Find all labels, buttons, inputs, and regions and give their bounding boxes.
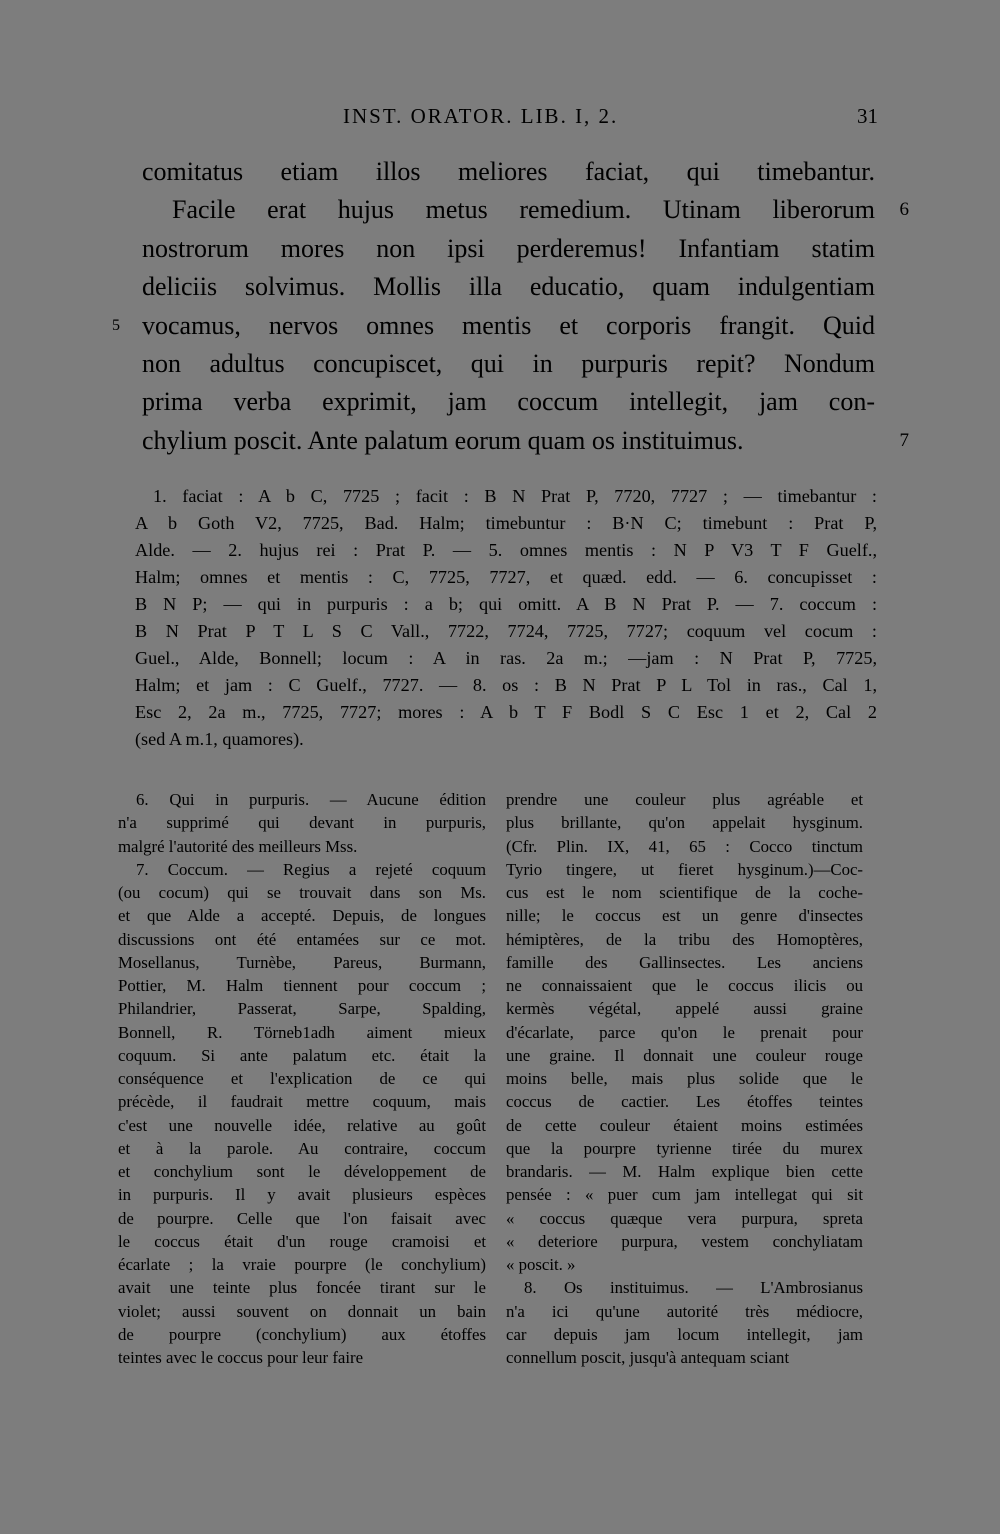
main-text-line-content: prima verba exprimit, jam coccum intellegit, jam con- [142, 387, 875, 417]
note-line: 7. Coccum. — Regius a rejeté coquum [136, 859, 486, 879]
note-line: c'est une nouvelle idée, relative au goût [118, 1115, 486, 1135]
note-line: et à la parole. Au contraire, coccum [118, 1138, 486, 1158]
note-line: famille des Gallinsectes. Les anciens [506, 952, 863, 972]
note-line: teintes avec le coccus pour leur faire [118, 1348, 364, 1367]
note-line: et que Alde a accepté. Depuis, de longues [118, 906, 486, 926]
notes-column-right [506, 788, 863, 1369]
note-line: cus est le nom scientifique de la coche- [506, 883, 863, 902]
apparatus-line: Halm; et jam : C Guelf., 7727. — 8. os : B N Prat P L Tol in ras., Cal 1, [135, 675, 877, 695]
note-line: n'a supprimé qui devant in purpuris, [118, 813, 486, 833]
apparatus-line: Guel., Alde, Bonnell; locum : A in ras. 2a m.; —jam : N Prat P, 7725, [135, 648, 877, 668]
note-line: hémiptères, de la tribu des Homoptères, [506, 929, 863, 949]
note-line: moins belle, mais plus solide que le [506, 1069, 863, 1088]
main-text-line [142, 268, 875, 306]
note-line: discussions ont été entamées sur ce mot. [118, 929, 486, 949]
note-line: in purpuris. Il y avait plusieurs espèces [118, 1185, 486, 1205]
note-line: brandaris. — M. Halm explique bien cette [506, 1162, 863, 1181]
notes-column-left [118, 788, 486, 1369]
main-text-line [142, 153, 875, 191]
apparatus-line: Esc 2, 2a m., 7725, 7727; mores : A b T F Bodl S C Esc 1 et 2, Cal 2 [135, 702, 877, 722]
line-number-marker: 5 [112, 316, 120, 334]
note-line: (ou cocum) qui se trouvait dans son Ms. [118, 883, 486, 902]
note-line: kermès végétal, appelé aussi graine [506, 999, 863, 1019]
page-number: 31 [857, 104, 878, 128]
section-number-marker: 7 [899, 429, 909, 451]
note-line: de pourpre (conchylium) aux étoffes [118, 1324, 486, 1344]
note-line: coquum. Si ante palatum etc. était la [118, 1045, 486, 1065]
note-line: coccus de cactier. Les étoffes teintes [506, 1092, 863, 1112]
note-line: (Cfr. Plin. IX, 41, 65 : Cocco tinctum [506, 836, 863, 856]
main-text-line [142, 383, 875, 421]
note-line: conséquence et l'explication de ce qui [118, 1069, 486, 1088]
note-line: « coccus quæque vera purpura, spreta [506, 1208, 863, 1228]
running-head: INST. ORATOR. LIB. I, 2. [343, 104, 619, 128]
main-text-line-content: Facile erat hujus metus remedium. Utinam liberorum [172, 195, 875, 225]
note-line: n'a ici qu'une autorité très médiocre, [506, 1301, 863, 1321]
note-line: Tyrio tingere, ut fieret hysginum.)—Coc- [506, 859, 863, 879]
note-line: précède, il faudrait mettre coquum, mais [118, 1092, 486, 1112]
note-line: avait une teinte plus foncée tirant sur le [118, 1278, 486, 1298]
note-line: que la pourpre tyrienne tirée du murex [506, 1138, 863, 1158]
note-line: une graine. Il donnait une couleur rouge [506, 1045, 863, 1065]
note-line: connellum poscit, jusqu'à antequam sciant [506, 1348, 790, 1367]
note-line: et conchylium sont le développement de [118, 1162, 486, 1181]
page-header [138, 104, 878, 134]
main-text-line-content: non adultus concupiscet, qui in purpuris repit? Nondum [142, 348, 875, 378]
note-line: Philandrier, Passerat, Sarpe, Spalding, [118, 999, 486, 1019]
note-line: ne connaissaient que le coccus ilicis ou [506, 976, 863, 995]
note-line: violet; aussi souvent on donnait un bain [118, 1301, 486, 1321]
note-line: de cette couleur étaient moins estimées [506, 1115, 863, 1135]
note-line: le coccus était d'un rouge cramoisi et [118, 1231, 486, 1251]
apparatus-line: 1. faciat : A b C, 7725 ; facit : B N Prat P, 7720, 7727 ; — timebantur : [153, 486, 877, 506]
note-line: prendre une couleur plus agréable et [506, 790, 863, 809]
note-line: d'écarlate, parce qu'on le prenait pour [506, 1022, 863, 1042]
note-line: « poscit. » [506, 1255, 576, 1274]
main-text-line [142, 422, 909, 460]
main-text-line [142, 230, 875, 268]
main-text-line-content: comitatus etiam illos meliores faciat, qui timebantur. [142, 157, 875, 186]
main-text-line-content: chylium poscit. Ante palatum eorum quam os instituimus. [142, 425, 744, 455]
note-line: 6. Qui in purpuris. — Aucune édition [136, 790, 486, 809]
note-line: Pottier, M. Halm tiennent pour coccum ; [118, 976, 486, 995]
apparatus-line: A b Goth V2, 7725, Bad. Halm; timebuntur : B·N C; timebunt : Prat P, [135, 513, 877, 533]
note-line: nille; le coccus est un genre d'insectes [506, 906, 863, 926]
main-text-line [142, 345, 875, 383]
main-text-line-content: vocamus, nervos omnes mentis et corporis frangit. Quid [142, 310, 875, 340]
apparatus-line: B N P; — qui in purpuris : a b; qui omitt. A B N Prat P. — 7. coccum : [135, 594, 877, 614]
main-text-line-content: deliciis solvimus. Mollis illa educatio, quam indulgentiam [142, 272, 875, 302]
main-text-line [142, 191, 909, 229]
note-line: « deteriore purpura, vestem conchyliatam [506, 1231, 863, 1251]
main-text-line-content: nostrorum mores non ipsi perderemus! Infantiam statim [142, 233, 875, 263]
apparatus-line: (sed A m.1, quamores). [135, 729, 304, 749]
note-line: pensée : « puer cum jam intellegat qui sit [506, 1185, 863, 1205]
note-line: plus brillante, qu'on appelait hysginum. [506, 813, 863, 833]
apparatus-line: B N Prat P T L S C Vall., 7722, 7724, 7725, 7727; coquum vel cocum : [135, 621, 877, 641]
note-line: car depuis jam locum intellegit, jam [506, 1324, 863, 1344]
note-line: 8. Os instituimus. — L'Ambrosianus [524, 1278, 863, 1298]
main-latin-text [112, 153, 909, 460]
note-line: de pourpre. Celle que l'on faisait avec [118, 1208, 486, 1228]
main-text-line [112, 307, 875, 345]
note-line: Mosellanus, Turnèbe, Pareus, Burmann, [118, 952, 486, 972]
note-line: Bonnell, R. Törneb1adh aiment mieux [118, 1022, 486, 1042]
note-line: malgré l'autorité des meilleurs Mss. [118, 836, 358, 856]
apparatus-line: Alde. — 2. hujus rei : Prat P. — 5. omnes mentis : N P V3 T F Guelf., [135, 540, 877, 560]
apparatus-line: Halm; omnes et mentis : C, 7725, 7727, et quæd. edd. — 6. concupisset : [135, 567, 877, 587]
section-number-marker: 6 [899, 199, 909, 221]
note-line: écarlate ; la vraie pourpre (le conchylium) [118, 1255, 486, 1274]
critical-apparatus [135, 483, 877, 753]
